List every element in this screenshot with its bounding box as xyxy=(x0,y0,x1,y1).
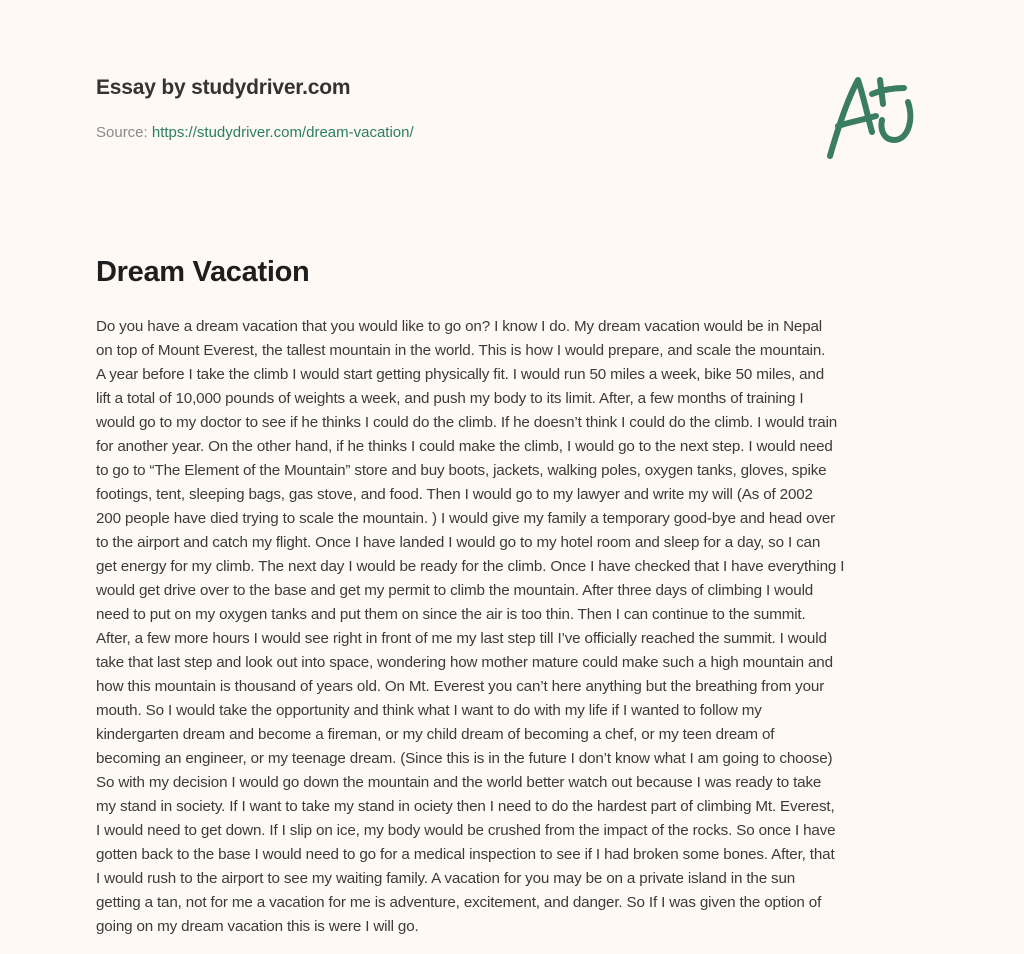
essay-line: After, a few more hours I would see right in front of me my last step till I’ve officially reached the summit. I would xyxy=(96,630,827,647)
essay-title: Dream Vacation xyxy=(96,256,310,288)
essay-line: A year before I take the climb I would start getting physically fit. I would run 50 miles a week, bike 50 miles, and xyxy=(96,366,824,383)
essay-line: I would need to get down. If I slip on ice, my body would be crushed from the impact of the rocks. So once I have xyxy=(96,822,836,839)
essay-line: need to put on my oxygen tanks and put them on since the air is too thin. Then I can continue to the summit. xyxy=(96,606,806,623)
essay-line: mouth. So I would take the opportunity and think what I want to do with my life if I wanted to follow my xyxy=(96,702,762,719)
essay-line: how this mountain is thousand of years old. On Mt. Everest you can’t here anything but the breathing from your xyxy=(96,678,825,695)
essay-line: take that last step and look out into space, wondering how mother mature could make such a high mountain and xyxy=(96,654,833,671)
source-label: Source: xyxy=(96,124,148,141)
essay-line: to go to “The Element of the Mountain” store and buy boots, jackets, walking poles, oxygen tanks, gloves, spike xyxy=(96,462,827,479)
essay-line: would get drive over to the base and get my permit to climb the mountain. After three days of climbing I would xyxy=(96,582,814,599)
site-title: Essay by studydriver.com xyxy=(96,76,351,99)
essay-line: would go to my doctor to see if he thinks I could do the climb. If he doesn’t think I could do the climb. I would train xyxy=(96,414,838,431)
essay-line: footings, tent, sleeping bags, gas stove, and food. Then I would go to my lawyer and write my will (As of 2002 xyxy=(96,486,813,503)
source-line xyxy=(96,124,414,141)
essay-line: gotten back to the base I would need to go for a medical inspection to see if I had broken some bones. After, that xyxy=(96,846,835,863)
essay-line: So with my decision I would go down the mountain and the world better watch out because I was ready to take xyxy=(96,774,822,791)
source-link[interactable]: https://studydriver.com/dream-vacation/ xyxy=(151,124,414,141)
essay-line: going on my dream vacation this is were I will go. xyxy=(96,918,419,935)
essay-line: to the airport and catch my flight. Once I have landed I would go to my hotel room and sleep for a day, so I can xyxy=(96,534,821,551)
essay-line: lift a total of 10,000 pounds of weights a week, and push my body to its limit. After, a few months of training I xyxy=(96,390,804,407)
essay-line: Do you have a dream vacation that you would like to go on? I know I do. My dream vacation would be in Nepal xyxy=(96,318,823,335)
essay-line: getting a tan, not for me a vacation for me is adventure, excitement, and danger. So If I was given the option of xyxy=(96,894,822,911)
essay-line: 200 people have died trying to scale the mountain. ) I would give my family a temporary good-bye and head over xyxy=(96,510,836,527)
essay-line: for another year. On the other hand, if he thinks I could make the climb, I would go to the next step. I would need xyxy=(96,438,833,455)
essay-line: my stand in society. If I want to take my stand in ociety then I need to do the hardest part of climbing Mt. Everest, xyxy=(96,798,835,815)
essay-line: becoming an engineer, or my teenage dream. (Since this is in the future I don’t know what I am going to choose) xyxy=(96,750,833,767)
essay-line: get energy for my climb. The next day I would be ready for the climb. Once I have checked that I have everything I xyxy=(96,558,845,575)
essay-line: on top of Mount Everest, the tallest mountain in the world. This is how I would prepare, and scale the mountain. xyxy=(96,342,826,359)
essay-line: kindergarten dream and become a fireman, or my child dream of becoming a chef, or my teen dream of xyxy=(96,726,775,743)
essay-line: I would rush to the airport to see my waiting family. A vacation for you may be on a private island in the sun xyxy=(96,870,796,887)
essay-body xyxy=(96,315,936,939)
a-plus-logo-icon xyxy=(820,68,930,168)
